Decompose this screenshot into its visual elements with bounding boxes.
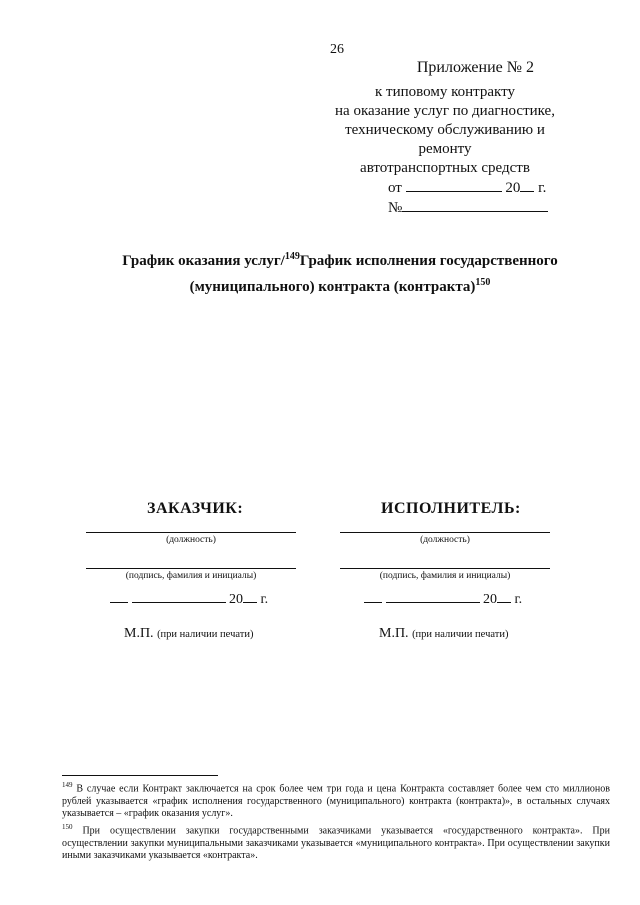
document-title: [80, 246, 600, 298]
footnote-149: [62, 779, 610, 821]
date-suffix: г.: [538, 180, 547, 196]
number-sign: №: [388, 200, 403, 216]
date-prefix: от: [388, 180, 402, 196]
day-blank: [110, 589, 128, 603]
number-blank: [402, 198, 548, 212]
customer-position-caption: (должность): [166, 535, 216, 545]
customer-signature-line: [86, 568, 296, 569]
title-part-1: График оказания услуг/: [122, 253, 285, 269]
appendix-line: к типовому контракту: [375, 84, 515, 100]
stamp-note: (при наличии печати): [412, 629, 509, 640]
title-line-2: (муниципального) контракта (контракта): [189, 279, 476, 295]
footnote-text: При осуществлении закупки государственными заказчиками указывается «государственного контракта». При осуществлении закупки муниципальными заказчиками указывается «муниципального контракта». При осуществлении закупки иными заказчиками указывается «контракта».: [62, 825, 610, 862]
appendix-title: Приложение № 2: [416, 59, 534, 76]
customer-date: [110, 589, 310, 608]
footnote-number: 149: [62, 781, 73, 789]
footnotes: [62, 779, 610, 863]
stamp-note: (при наличии печати): [157, 629, 254, 640]
footnote-separator: [62, 775, 218, 776]
year-blank: [497, 589, 511, 603]
month-blank: [132, 589, 226, 603]
contractor-position-caption: (должность): [420, 535, 470, 545]
stamp-label: М.П.: [379, 626, 409, 641]
appendix-line: автотранспортных средств: [360, 160, 530, 176]
page-number: 26: [330, 42, 344, 57]
year-suffix: г.: [260, 592, 269, 607]
contractor-signature-line: [340, 568, 550, 569]
date-blank: [406, 178, 502, 192]
stamp-label: М.П.: [124, 626, 154, 641]
appendix-header: [320, 58, 570, 218]
contractor-date: [364, 589, 564, 608]
customer-heading: ЗАКАЗЧИК:: [147, 500, 244, 517]
day-blank: [364, 589, 382, 603]
contractor-heading: ИСПОЛНИТЕЛЬ:: [381, 500, 521, 517]
footnote-ref-149: 149: [284, 251, 300, 262]
customer-signature-caption: (подпись, фамилия и инициалы): [125, 571, 257, 581]
title-part-2: График исполнения государственного: [299, 253, 558, 269]
date-year: 20: [505, 180, 521, 196]
contractor-position-line: [340, 532, 550, 533]
contractor-signature-caption: (подпись, фамилия и инициалы): [379, 571, 511, 581]
contract-number-line: [320, 198, 570, 218]
year-blank: [243, 589, 257, 603]
contractor-stamp-note: [379, 626, 508, 642]
appendix-line: техническому обслуживанию и ремонту: [345, 122, 545, 157]
footnote-ref-150: 150: [475, 277, 491, 288]
footnote-number: 150: [62, 822, 73, 831]
year-prefix: 20: [229, 592, 243, 607]
customer-stamp-note: [124, 626, 253, 642]
customer-position-line: [86, 532, 296, 533]
footnote-150: [62, 821, 610, 863]
month-blank: [386, 589, 480, 603]
year-suffix: г.: [514, 592, 523, 607]
contract-date-line: [320, 178, 570, 198]
year-prefix: 20: [483, 592, 497, 607]
appendix-line: на оказание услуг по диагностике,: [335, 103, 555, 119]
year-blank: [520, 178, 534, 192]
footnote-text: В случае если Контракт заключается на срок более чем три года и цена Контракта составляет более чем сто миллионов рублей указывается «график исполнения государственного (муниципального) контракта (контракта)», в остальных случаях указывается – «график оказания услуг».: [62, 783, 610, 820]
